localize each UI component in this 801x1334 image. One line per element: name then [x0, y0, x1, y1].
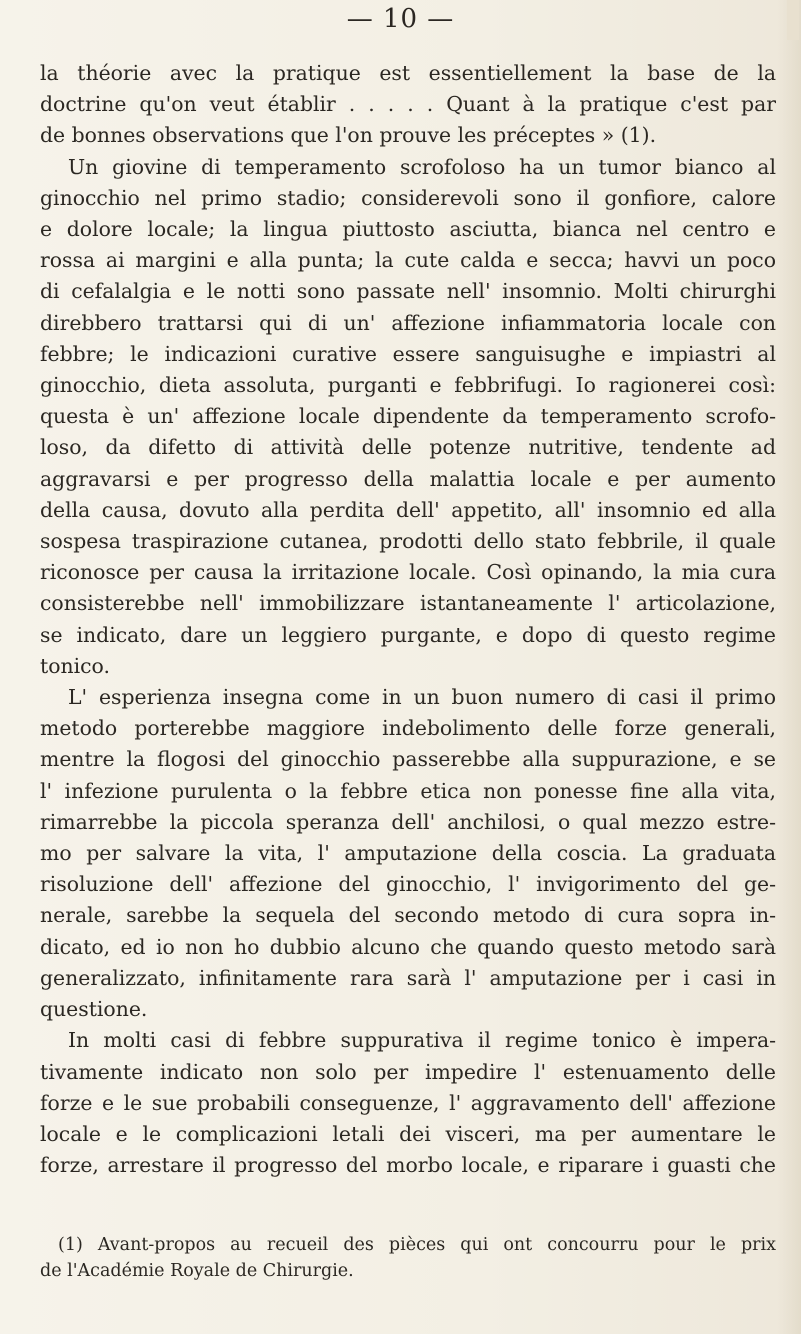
body-text: [40, 58, 776, 1181]
text-line: rossa ai margini e alla punta; la cute calda e secca; havvi un poco: [40, 248, 776, 273]
footnote-line: (1) Avant-propos au recueil des pièces qui ont concourru pour le prix: [58, 1235, 776, 1255]
text-line: In molti casi di febbre suppurativa il regime tonico è impera-: [68, 1028, 776, 1053]
text-line: ginocchio, dieta assoluta, purganti e febbrifugi. Io ragionerei così:: [40, 373, 776, 398]
text-line: questa è un' affezione locale dipendente da temperamento scrofo-: [40, 404, 776, 429]
text-line: forze, arrestare il progresso del morbo locale, e riparare i guasti che: [40, 1153, 776, 1178]
footnote: [40, 1232, 776, 1284]
text-line: consisterebbe nell' immobilizzare istantaneamente l' articolazione,: [40, 591, 776, 616]
text-line: forze e le sue probabili conseguenze, l' aggravamento dell' affezione: [40, 1090, 776, 1115]
text-line: locale e le complicazioni letali dei visceri, ma per aumentare le: [40, 1121, 776, 1146]
text-line: risoluzione dell' affezione del ginocchio, l' invigorimento del ge-: [40, 872, 776, 897]
text-line: ginocchio nel primo stadio; considerevoli sono il gonfiore, calore: [40, 185, 776, 210]
text-line: de bonnes observations que l'on prouve les préceptes » (1).: [40, 123, 657, 148]
text-line: tonico.: [40, 653, 110, 678]
text-line: doctrine qu'on veut établir . . . . . Quant à la pratique c'est par: [40, 92, 776, 117]
text-line: mentre la flogosi del ginocchio passerebbe alla suppurazione, e se: [40, 747, 776, 772]
text-line: della causa, dovuto alla perdita dell' appetito, all' insomnio ed alla: [40, 497, 776, 522]
text-line: se indicato, dare un leggiero purgante, e dopo di questo regime: [40, 622, 776, 647]
text-line: febbre; le indicazioni curative essere sanguisughe e impiastri al: [40, 341, 776, 366]
text-line: loso, da difetto di attività delle potenze nutritive, tendente ad: [40, 435, 776, 460]
text-line: L' esperienza insegna come in un buon numero di casi il primo: [68, 685, 776, 710]
text-line: e dolore locale; la lingua piuttosto asciutta, bianca nel centro e: [40, 217, 776, 242]
text-line: riconosce per causa la irritazione locale. Così opinando, la mia cura: [40, 560, 776, 585]
text-line: direbbero trattarsi qui di un' affezione infiammatoria locale con: [40, 310, 776, 335]
text-line: la théorie avec la pratique est essentiellement la base de la: [40, 61, 776, 85]
text-line: nerale, sarebbe la sequela del secondo metodo di cura sopra in-: [40, 903, 776, 928]
text-line: aggravarsi e per progresso della malattia locale e per aumento: [40, 466, 776, 491]
text-line: Un giovine di temperamento scrofoloso ha un tumor bianco al: [68, 154, 776, 179]
text-line: tivamente indicato non solo per impedire l' estenuamento delle: [40, 1059, 776, 1084]
page-number: — 10 —: [346, 4, 455, 34]
text-line: sospesa traspirazione cutanea, prodotti dello stato febbrile, il quale: [40, 529, 776, 554]
text-line: rimarrebbe la piccola speranza dell' anchilosi, o qual mezzo estre-: [40, 809, 776, 834]
text-line: dicato, ed io non ho dubbio alcuno che quando questo metodo sarà: [40, 934, 776, 959]
text-line: mo per salvare la vita, l' amputazione della coscia. La graduata: [40, 841, 776, 866]
text-line: l' infezione purulenta o la febbre etica non ponesse fine alla vita,: [40, 778, 776, 803]
text-line: questione.: [40, 997, 148, 1022]
text-line: metodo porterebbe maggiore indebolimento delle forze generali,: [40, 716, 776, 741]
text-line: generalizzato, infinitamente rara sarà l' amputazione per i casi in: [40, 965, 776, 990]
footnote-line: de l'Académie Royale de Chirurgie.: [40, 1261, 354, 1281]
text-line: di cefalalgia e le notti sono passate nell' insomnio. Molti chirurghi: [40, 279, 776, 304]
